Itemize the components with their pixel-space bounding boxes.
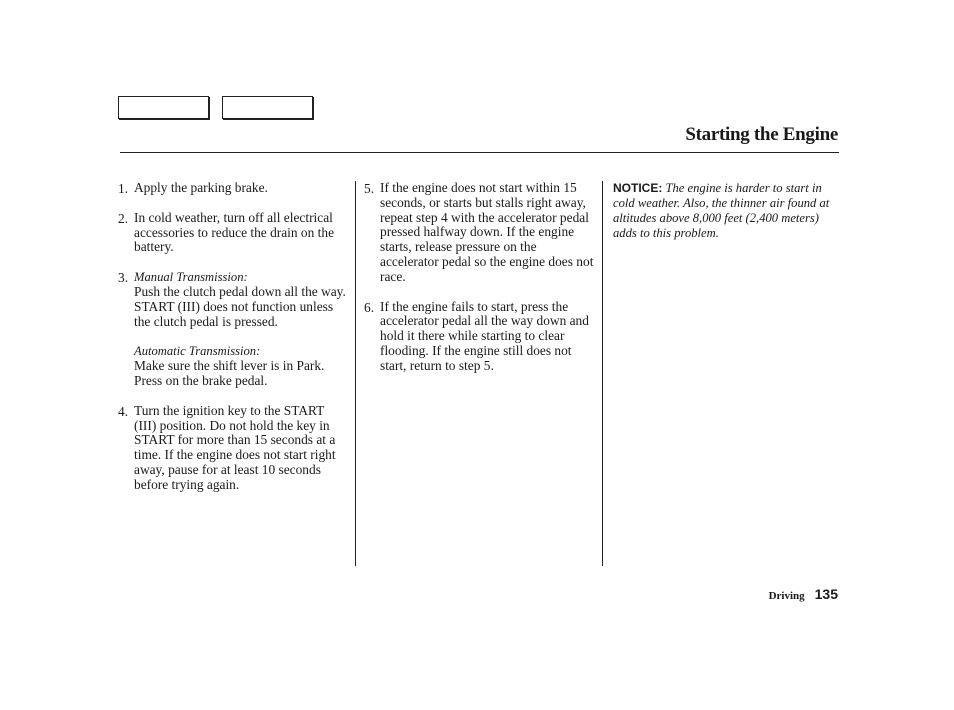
page-footer xyxy=(769,586,838,604)
step-number: 4. xyxy=(118,403,129,419)
page-title: Starting the Engine xyxy=(685,124,838,145)
notice-label: NOTICE: xyxy=(613,181,663,195)
column-middle xyxy=(364,181,594,389)
step-text: In cold weather, turn off all electrical accessories to reduce the drain on the battery. xyxy=(134,209,335,255)
automatic-transmission-text: Make sure the shift lever is in Park. Press on the brake pedal. xyxy=(134,358,325,388)
step-2 xyxy=(118,211,348,255)
step-number: 1. xyxy=(118,181,129,196)
footer-section-label: Driving xyxy=(768,590,805,602)
nav-button-previous[interactable] xyxy=(118,96,209,119)
column-divider xyxy=(355,181,356,566)
manual-transmission-heading: Manual Transmission: xyxy=(134,270,248,285)
step-number: 5. xyxy=(364,181,375,196)
step-text: If the engine fails to start, press the accelerator pedal all the way down and hold it there while starting to clear flooding. If the engine still does not start, return to step 5. xyxy=(380,298,589,373)
step-text: Apply the parking brake. xyxy=(134,180,268,195)
manual-transmission-text: Push the clutch pedal down all the way. START (III) does not function unless the clutch pedal is pressed. xyxy=(134,283,346,329)
notice-box xyxy=(613,181,839,241)
step-3 xyxy=(118,270,348,389)
column-left xyxy=(118,181,348,508)
step-number: 6. xyxy=(364,299,375,315)
page-number: 135 xyxy=(814,586,838,602)
step-number: 2. xyxy=(118,210,129,226)
automatic-transmission-heading: Automatic Transmission: xyxy=(134,344,261,359)
column-divider xyxy=(602,181,603,566)
column-right xyxy=(613,181,839,241)
nav-button-next[interactable] xyxy=(222,96,313,119)
step-text: Turn the ignition key to the START (III) position. Do not hold the key in START for more than 15 seconds at a time. If the engine does not start right away, pause for at least 10 seconds before trying again. xyxy=(134,402,336,492)
step-6 xyxy=(364,300,594,374)
step-1 xyxy=(118,181,348,196)
step-5 xyxy=(364,181,594,285)
header-rule xyxy=(120,152,839,153)
step-4 xyxy=(118,404,348,493)
notice-text: The engine is harder to start in cold weather. Also, the thinner air found at altitudes above 8,000 feet (2,400 meters) adds to this problem. xyxy=(613,181,830,240)
step-text: If the engine does not start within 15 seconds, or starts but stalls right away, repeat step 4 with the accelerator pedal pressed halfway down. If the engine starts, release pressure on the accelerator pedal so the engine does not race. xyxy=(380,180,594,284)
step-number: 3. xyxy=(118,270,129,286)
